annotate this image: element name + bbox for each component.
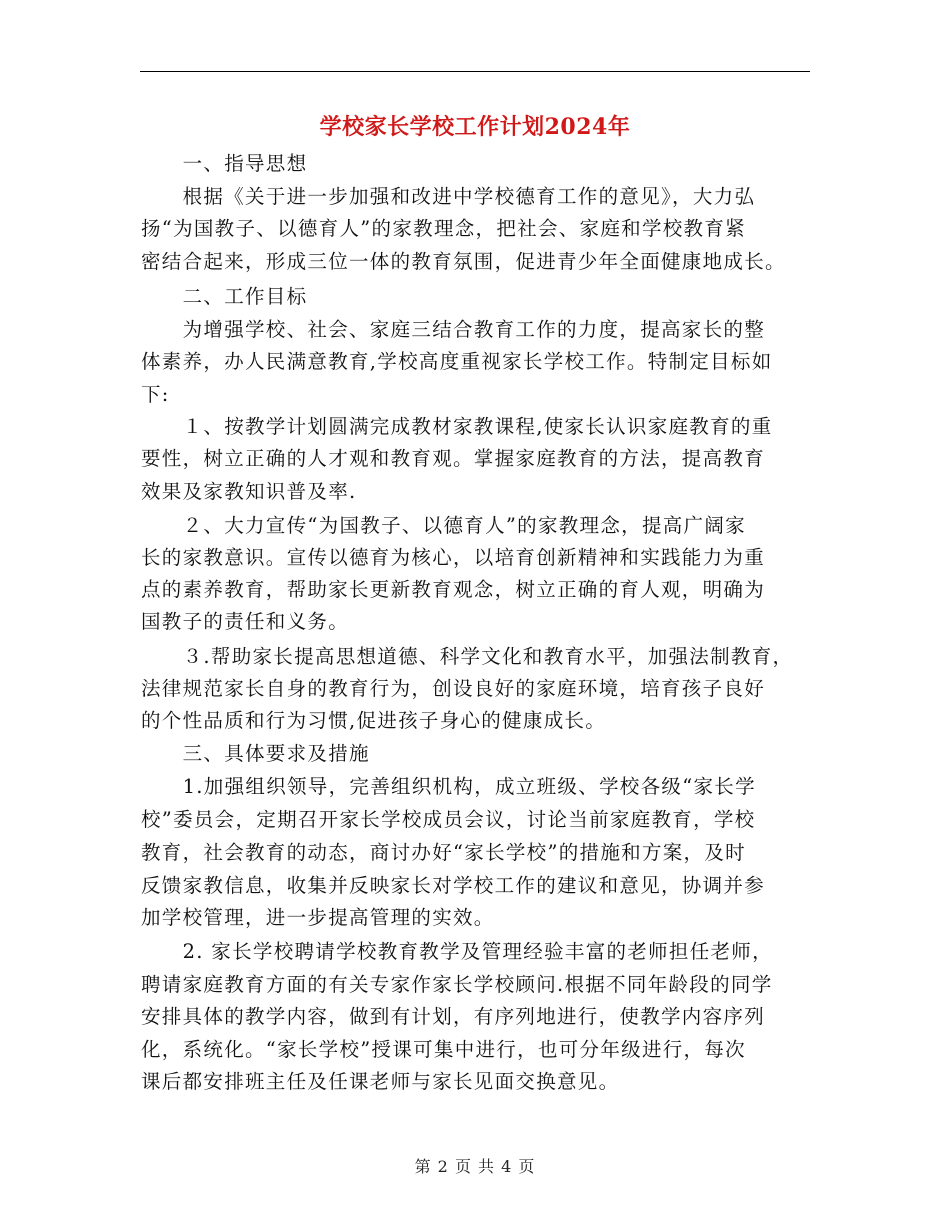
document-title: 学校家长学校工作计划2024年	[319, 114, 631, 140]
body-line: 反馈家教信息，收集并反映家长对学校工作的建议和意见，协调并参	[141, 874, 766, 897]
body-line: 的个性品质和行为习惯,促进孩子身心的健康成长。	[141, 709, 607, 732]
section-heading-2: 二、工作目标	[141, 285, 308, 308]
body-line: 安排具体的教学内容，做到有计划，有序列地进行，使教学内容序列	[141, 1005, 766, 1028]
body-line: 根据《关于进一步加强和改进中学校德育工作的意见》，大力弘	[141, 185, 756, 208]
page-number-footer: 第 2 页 共 4 页	[414, 1157, 536, 1176]
body-line: 化，系统化。“家长学校”授课可集中进行，也可分年级进行，每次	[141, 1038, 746, 1061]
body-line: 效果及家教知识普及率.	[141, 480, 357, 503]
body-line: 要性，树立正确的人才观和教育观。掌握家庭教育的方法，提高教育	[141, 447, 766, 470]
body-line: 为增强学校、社会、家庭三结合教育工作的力度，提高家长的整	[141, 318, 766, 341]
body-line: 加学校管理，进一步提高管理的实效。	[141, 906, 495, 929]
header-rule	[140, 71, 810, 72]
body-line: 下:	[141, 383, 170, 406]
body-line: 长的家教意识。宣传以德育为核心，以培育创新精神和实践能力为重	[141, 546, 766, 569]
body-line: 国教子的责任和义务。	[141, 610, 350, 633]
body-line: 课后都安排班主任及任课老师与家长见面交换意见。	[141, 1070, 620, 1093]
body-line: 法律规范家长自身的教育行为，创设良好的家庭环境，培育孩子良好	[141, 677, 766, 700]
body-line: 体素养，办人民满意教育,学校高度重视家长学校工作。特制定目标如	[141, 350, 773, 373]
body-line: 校”委员会，定期召开家长学校成员会议，讨论当前家庭教育，学校	[141, 808, 756, 831]
body-line: 扬“为国教子、以德育人”的家教理念，把社会、家庭和学校教育紧	[141, 217, 746, 240]
body-line: 1.加强组织领导，完善组织机构，成立班级、学校各级“家长学	[141, 775, 756, 798]
body-line: 点的素养教育，帮助家长更新教育观念，树立正确的育人观，明确为	[141, 578, 766, 601]
body-line: 聘请家庭教育方面的有关专家作家长学校顾问.根据不同年龄段的同学	[141, 973, 773, 996]
body-line: ３.帮助家长提高思想道德、科学文化和教育水平，加强法制教育，	[141, 645, 794, 668]
section-heading-3: 三、具体要求及措施	[141, 742, 370, 765]
body-line: 教育，社会教育的动态，商讨办好“家长学校”的措施和方案，及时	[141, 841, 746, 864]
body-line: 密结合起来，形成三位一体的教育氛围，促进青少年全面健康地成长。	[141, 250, 786, 273]
section-heading-1: 一、指导思想	[141, 152, 308, 175]
body-line: ２、大力宣传“为国教子、以德育人”的家教理念，提高广阔家	[141, 514, 746, 537]
body-line: １、按教学计划圆满完成教材家教课程,使家长认识家庭教育的重	[141, 415, 773, 438]
body-line: 2. 家长学校聘请学校教育教学及管理经验丰富的老师担任老师，	[141, 940, 773, 963]
